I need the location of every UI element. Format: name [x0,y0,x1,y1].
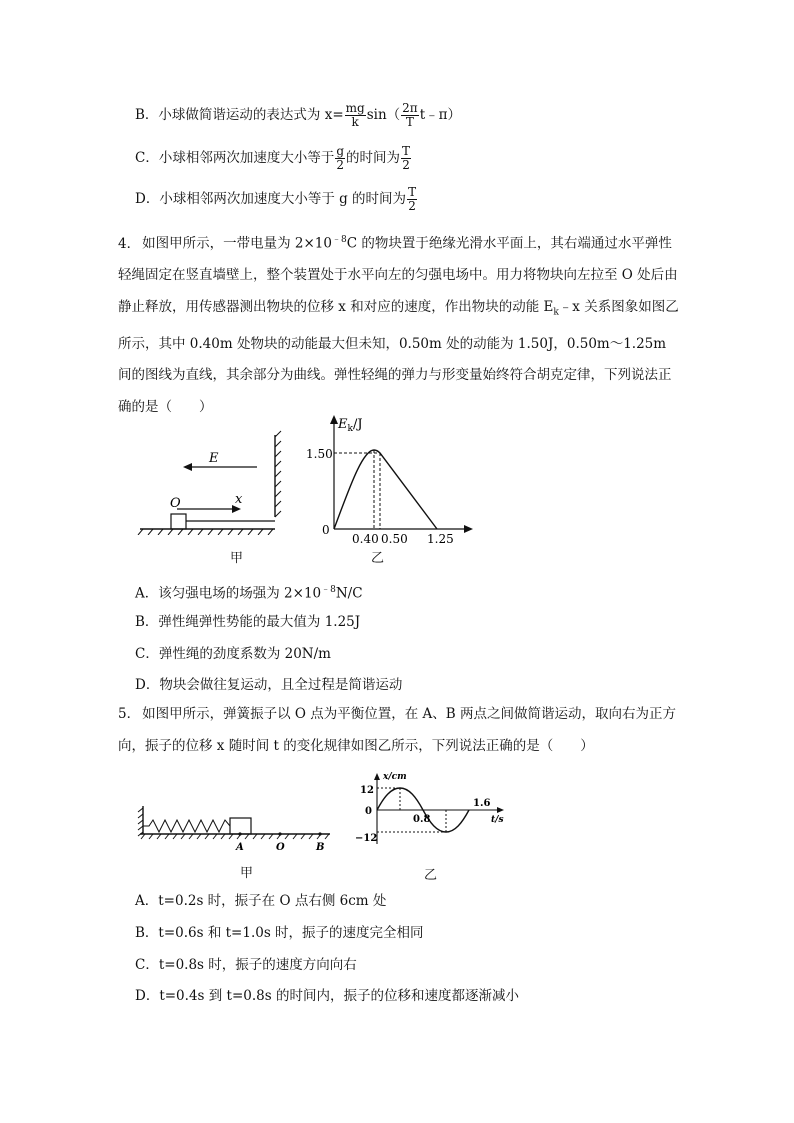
fraction: $\frac{T}{2}$ [402,144,411,172]
q4-fig-a-caption: 甲 [230,551,244,566]
t-axis-label: t/s [491,815,504,825]
label-a: A [236,842,244,852]
q3-option-b[interactable]: B．小球做简谐运动的表达式为 x= $\frac{mg}{k}$ sin（ $\frac{2\pi}{T}$ t﹣π） [135,101,461,129]
q4-fig-b-caption: 乙 [371,551,385,566]
label-b: B [316,842,325,852]
t-tick-0-8: 0.8 [413,814,431,825]
e-label: E [209,451,219,466]
x-tick-0-40: 0.40 [352,532,379,546]
y-tick-12: 12 [360,785,374,796]
fraction: $\frac{2\pi}{T}$ [402,101,418,129]
fraction: $\frac{T}{2}$ [408,185,417,213]
y-axis-label: $E_k/J$ [338,417,363,434]
q4-option-d[interactable]: D．物块会做往复运动，且全过程是简谐运动 [135,677,403,693]
y-tick-1-50: 1.50 [306,447,333,461]
q3-option-c[interactable]: C．小球相邻两次加速度大小等于 $\frac{g}{2}$ 的时间为 $\frac{T}{2}$ [135,144,411,172]
q5-option-c[interactable]: C．t=0.8s 时，振子的速度方向向右 [135,957,357,973]
q5-option-d[interactable]: D．t=0.4s 到 t=0.8s 的时间内，振子的位移和速度都逐渐减小 [135,988,519,1004]
y-axis-label: x/cm [383,772,407,782]
q3-option-d[interactable]: D．小球相邻两次加速度大小等于 g 的时间为 $\frac{T}{2}$ [135,185,417,213]
o-label: O [170,496,181,511]
q4-option-b[interactable]: B．弹性绳弹性势能的最大值为 1.25J [135,614,361,630]
x-tick-0-50: 0.50 [381,532,408,546]
q4-stem: 4． 如图甲所示，一带电量为 $2\times 10^{﹣8}C$ 的物块置于绝缘光滑水平面上，其右端通过水平弹性轻绳固定在竖直墙壁上，整个装置处于水平向左的匀强电场中。用力将物块向左拉至 O 处后由静止释放，用传感器测出物块的位移 x 和对应的速度，作出物块的动能 $E_k﹣x$ 关系图象如图乙所示，其中 0.40m 处物块的动能最大但未知，0.50m 处的动能为 1.50J，0.50m～1.25m 间的图线为直线，其余部分为曲线。弹性轻绳的弹力与形变量始终符合胡克定律，下列说法正确的是（ ） [118,235,679,415]
y-tick-0: 0 [365,806,372,817]
t-tick-1-6: 1.6 [473,798,491,809]
q5-option-a[interactable]: A．t=0.2s 时，振子在 O 点右侧 6cm 处 [135,893,387,909]
e-field-arrow-icon [183,463,192,471]
q5-fig-b-caption: 乙 [424,868,438,883]
label-o: O [276,842,285,852]
q4-figure-b [300,412,480,547]
q4-option-c[interactable]: C．弹性绳的劲度系数为 20N/m [135,646,331,662]
q4-figure-a [135,425,285,535]
q4-option-a[interactable]: A．该匀强电场的场强为 $2\times 10^{﹣8}N/C$ [135,585,363,602]
y-axis-arrow-icon [330,415,338,424]
x-tick-1-25: 1.25 [427,532,454,546]
t-axis-arrow-icon [497,807,504,813]
x-axis-arrow-icon [374,773,380,780]
q5-option-b[interactable]: B．t=0.6s 和 t=1.0s 时，振子的速度完全相同 [135,925,424,941]
origin-label: 0 [322,523,330,537]
fraction: $\frac{g}{2}$ [336,144,345,172]
x-axis-arrow-icon [464,525,473,533]
spring [143,820,230,832]
y-tick-neg-12: −12 [355,833,378,844]
ek-curve [334,450,437,529]
block [171,514,186,529]
fraction: $\frac{mg}{k}$ [345,101,365,129]
q5-stem: 5． 如图甲所示，弹簧振子以 O 点为平衡位置，在 A、B 两点之间做简谐运动，取向右为正方向，振子的位移 x 随时间 t 的变化规律如图乙所示，下列说法正确的是（ ） [118,706,676,754]
q5-fig-a-caption: 甲 [240,866,254,881]
x-label: x [235,492,243,507]
oscillator-block [230,818,251,834]
q5-figure-b [350,768,510,848]
q5-figure-a [135,800,335,852]
